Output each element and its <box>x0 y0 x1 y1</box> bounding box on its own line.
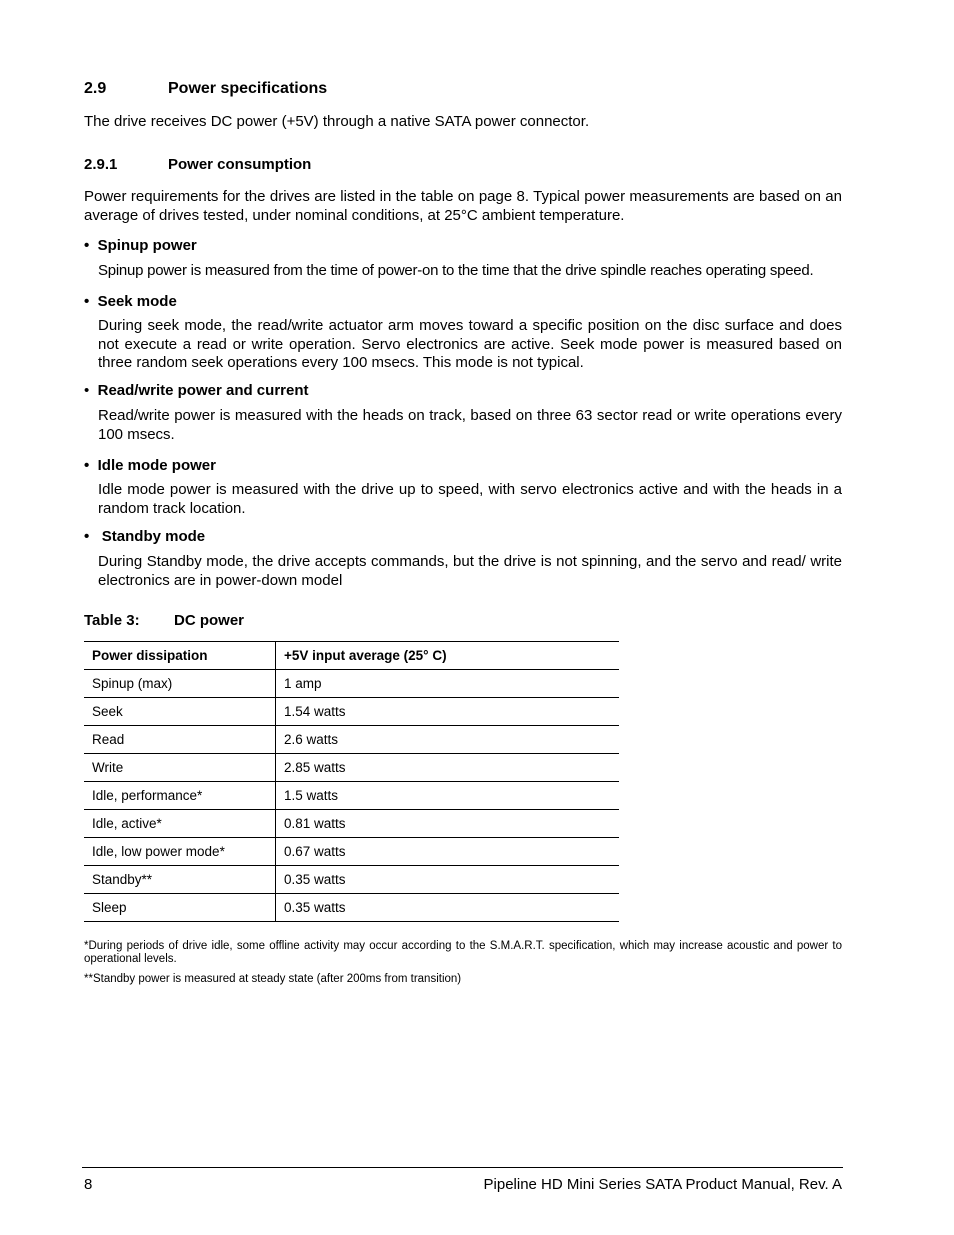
bullet-heading-readwrite <box>84 382 309 400</box>
table-row <box>84 782 619 810</box>
subsection-title: Power consumption <box>168 156 312 173</box>
dc-power-table <box>84 641 619 922</box>
bullet-title: Seek mode <box>97 293 177 310</box>
bullet-marker: • <box>84 293 90 310</box>
table-row <box>84 810 619 838</box>
table-cell: Sleep <box>84 894 276 922</box>
table-header-cell: +5V input average (25° C) <box>276 642 620 670</box>
table-row <box>84 838 619 866</box>
footnote-standby: **Standby power is measured at steady state (after 200ms from transition) <box>84 973 462 985</box>
table-cell: 0.81 watts <box>276 810 620 838</box>
bullet-text-idle: Idle mode power is measured with the drive up to speed, with servo electronics active and with the heads in a random track location. <box>98 481 842 517</box>
table-cell: 2.85 watts <box>276 754 620 782</box>
bullet-text-spinup: Spinup power is measured from the time of power-on to the time that the drive spindle reaches operating speed. <box>98 262 814 279</box>
bullet-title: Standby mode <box>101 528 206 545</box>
table-row <box>84 670 619 698</box>
table-cell: 2.6 watts <box>276 726 620 754</box>
footer-document-title: Pipeline HD Mini Series SATA Product Manual, Rev. A <box>483 1176 842 1193</box>
bullet-text-standby: During Standby mode, the drive accepts commands, but the drive is not spinning, and the servo and read/ write electronics are in power-down model <box>98 553 842 589</box>
table-row <box>84 754 619 782</box>
bullet-title: Idle mode power <box>97 457 216 474</box>
table-cell: Write <box>84 754 276 782</box>
bullet-title: Spinup power <box>97 237 197 254</box>
table-caption <box>84 612 484 630</box>
table-cell: Read <box>84 726 276 754</box>
section-heading <box>84 80 784 98</box>
table-caption-number: Table 3: <box>84 612 140 629</box>
table-cell: Idle, performance* <box>84 782 276 810</box>
bullet-marker: • <box>84 457 90 474</box>
table-cell: Standby** <box>84 866 276 894</box>
table-row <box>84 894 619 922</box>
table-cell: Spinup (max) <box>84 670 276 698</box>
subsection-heading <box>84 156 784 173</box>
bullet-marker: • <box>84 237 90 254</box>
table-row <box>84 698 619 726</box>
table-cell: Idle, active* <box>84 810 276 838</box>
bullet-heading-seek <box>84 293 177 311</box>
bullet-heading-spinup <box>84 237 197 255</box>
bullet-text-seek: During seek mode, the read/write actuator arm moves toward a specific position on the disc surface and does not execute a read or write operation. Servo electronics are active. Seek mode power is measured based on three random seek operations every 100 msecs. This mode is not typical. <box>98 317 842 371</box>
table-row <box>84 726 619 754</box>
bullet-marker: • <box>84 382 90 399</box>
bullet-marker: • <box>84 528 90 545</box>
subsection-number: 2.9.1 <box>84 156 118 173</box>
table-cell: 1.54 watts <box>276 698 620 726</box>
subsection-intro: Power requirements for the drives are listed in the table on page 8. Typical power measurements are based on an average of drives tested, under nominal conditions, at 25°C ambient temperature. <box>84 188 842 224</box>
table-cell: 0.67 watts <box>276 838 620 866</box>
table-cell: Idle, low power mode* <box>84 838 276 866</box>
table-header-cell: Power dissipation <box>84 642 276 670</box>
footer-rule <box>82 1167 843 1168</box>
table-cell: Seek <box>84 698 276 726</box>
section-intro: The drive receives DC power (+5V) through a native SATA power connector. <box>84 113 590 130</box>
section-number: 2.9 <box>84 80 107 97</box>
table-header-row <box>84 642 619 670</box>
table-cell: 0.35 watts <box>276 866 620 894</box>
bullet-text-readwrite: Read/write power is measured with the heads on track, based on three 63 sector read or write operations every 100 msecs. <box>98 407 842 443</box>
bullet-heading-standby <box>84 528 205 546</box>
table-caption-title: DC power <box>174 612 245 629</box>
table-cell: 1 amp <box>276 670 620 698</box>
table-cell: 0.35 watts <box>276 894 620 922</box>
section-title: Power specifications <box>168 80 328 97</box>
table-row <box>84 866 619 894</box>
bullet-title: Read/write power and current <box>97 382 309 399</box>
footer-page-number: 8 <box>84 1176 93 1193</box>
footnote-idle: *During periods of drive idle, some offline activity may occur according to the S.M.A.R.T. specification, which may increase acoustic and power to operational levels. <box>84 940 842 965</box>
table-cell: 1.5 watts <box>276 782 620 810</box>
bullet-heading-idle <box>84 457 216 475</box>
